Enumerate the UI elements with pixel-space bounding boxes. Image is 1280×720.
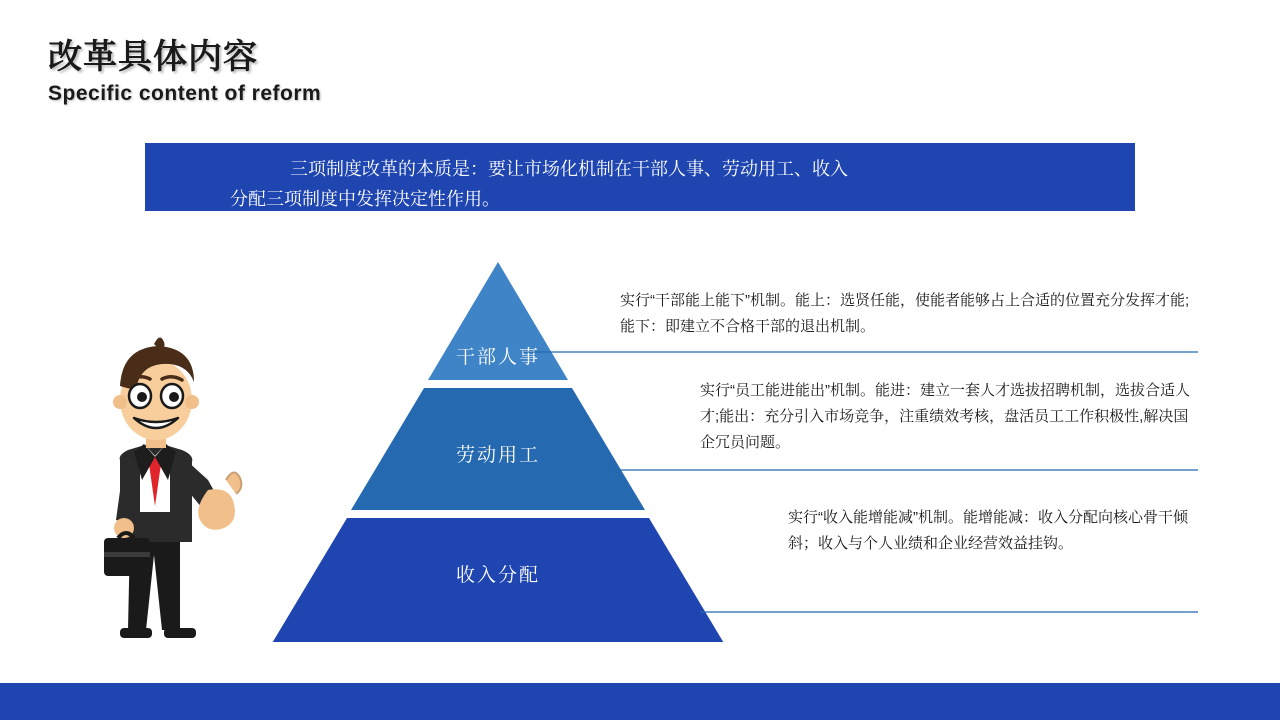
businessman-illustration bbox=[58, 330, 278, 650]
income-distribution-desc: 实行“收入能增能减”机制。能增能减：收入分配向核心骨干倾斜；收入与个人业绩和企业经营效益挂钩。 bbox=[788, 509, 1188, 552]
pyramid-level-2-label: 劳动用工 bbox=[455, 445, 540, 466]
title-chinese: 改革具体内容 bbox=[48, 38, 258, 76]
bottom-accent-bar bbox=[0, 683, 1280, 720]
banner-line-1: 三项制度改革的本质是：要让市场化机制在干部人事、劳动用工、收入 bbox=[290, 159, 848, 179]
pyramid-level-3-label: 收入分配 bbox=[455, 565, 540, 586]
banner-line-2: 分配三项制度中发挥决定性作用。 bbox=[230, 189, 500, 209]
pyramid-level-1-label: 干部人事 bbox=[455, 347, 540, 368]
title-english: Specific content of reform bbox=[48, 82, 322, 105]
summary-banner bbox=[145, 143, 1135, 211]
page-title bbox=[48, 36, 321, 108]
cadre-personnel-desc: 实行“干部能上能下”机制。能上：选贤任能，使能者能够占上合适的位置充分发挥才能;能下：即建立不合格干部的退出机制。 bbox=[620, 292, 1190, 335]
labor-employment-desc: 实行“员工能进能出”机制。能进：建立一套人才选拔招聘机制，选拔合适人才;能出：充分引入市场竞争，注重绩效考核，盘活员工工作积极性,解决国企冗员问题。 bbox=[700, 382, 1190, 451]
